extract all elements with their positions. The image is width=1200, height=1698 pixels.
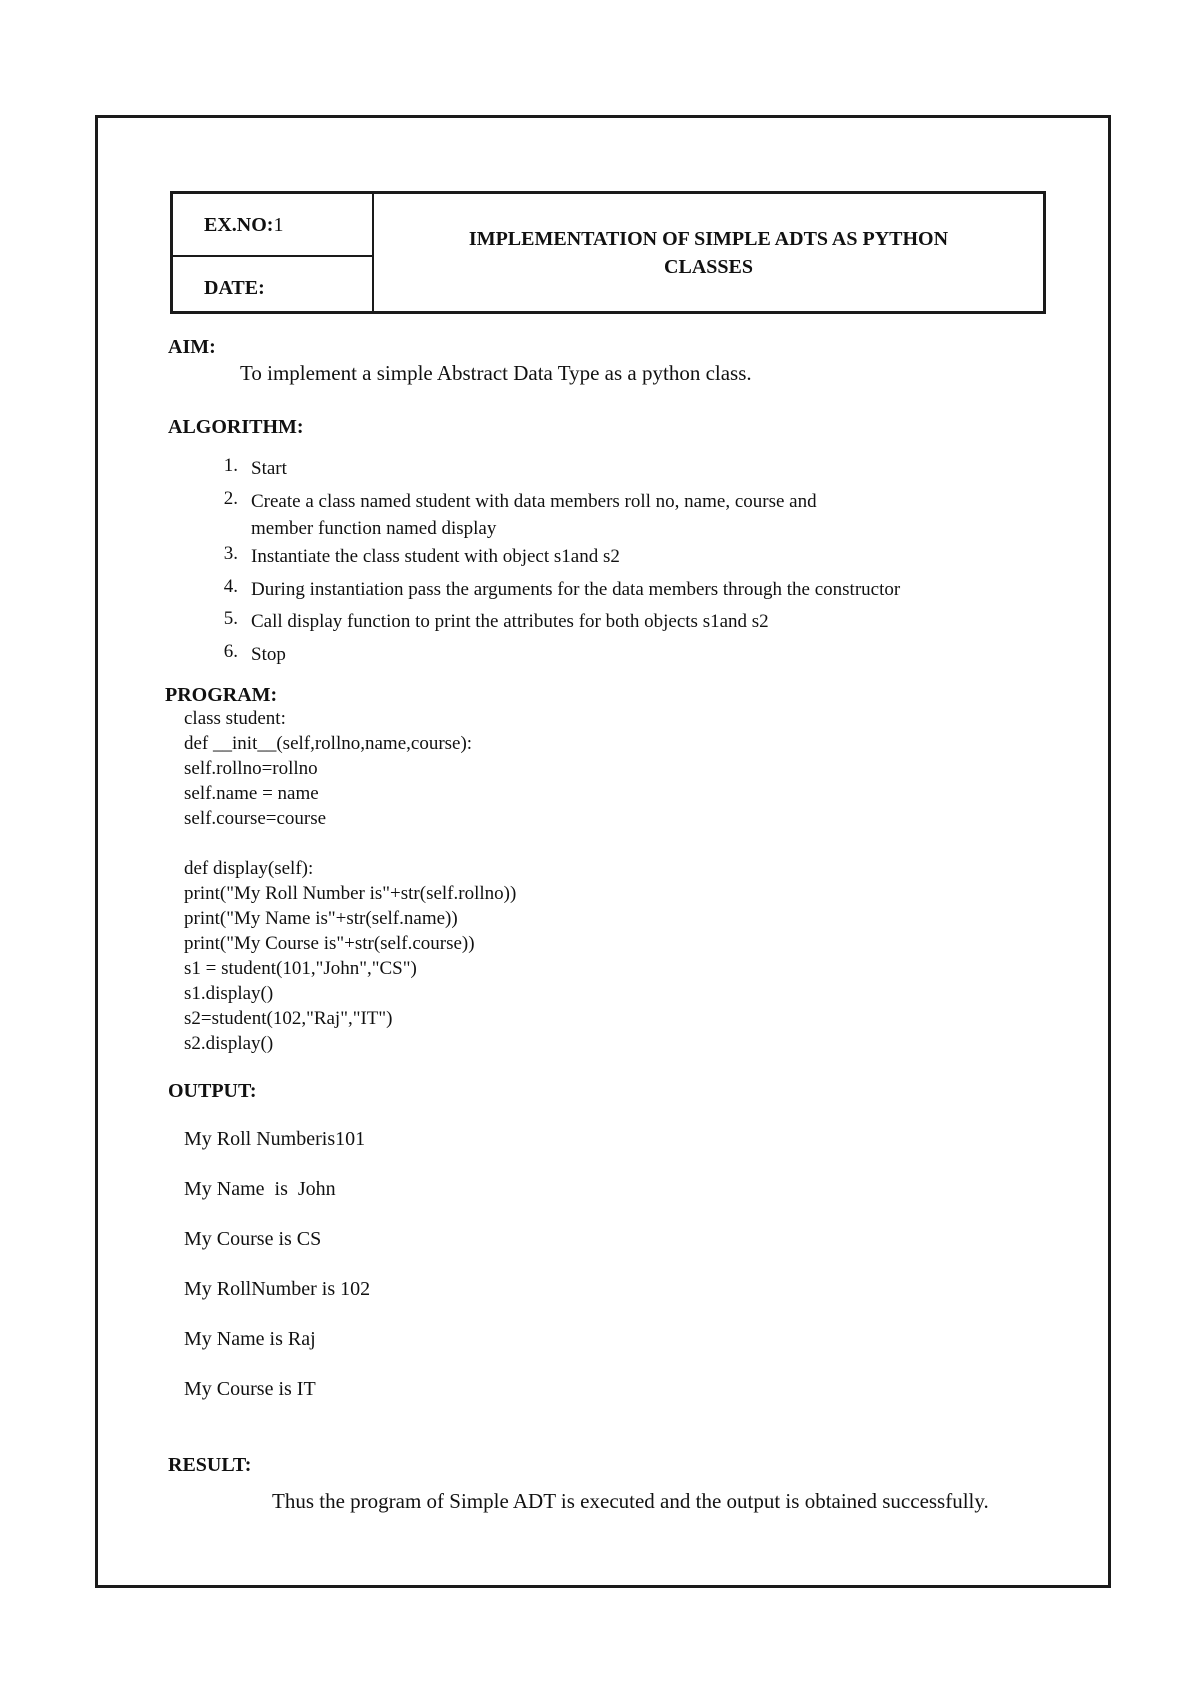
code-line: def __init__(self,rollno,name,course): xyxy=(184,733,473,754)
algorithm-heading: ALGORITHM: xyxy=(168,416,304,438)
code-line: print("My Course is"+str(self.course)) xyxy=(184,933,475,954)
output-heading: OUTPUT: xyxy=(168,1080,257,1102)
algorithm-list xyxy=(216,455,1016,685)
algorithm-step xyxy=(216,543,996,571)
aim-text: To implement a simple Abstract Data Type as a python class. xyxy=(240,361,752,385)
program-heading: PROGRAM: xyxy=(165,684,278,706)
algorithm-step xyxy=(216,488,996,544)
document-title-cell xyxy=(374,194,1043,311)
code-line: s2.display() xyxy=(184,1033,274,1054)
output-line: My Course is IT xyxy=(184,1378,316,1400)
algorithm-step-text: Instantiate the class student with object s1and s2 xyxy=(251,546,620,567)
algorithm-step xyxy=(216,641,996,669)
algorithm-step-number: 5. xyxy=(223,608,238,629)
code-line: s2=student(102,"Raj","IT") xyxy=(184,1008,393,1029)
code-line: print("My Roll Number is"+str(self.rollno)) xyxy=(184,883,517,904)
algorithm-step-text: During instantiation pass the arguments for the data members through the constructor xyxy=(251,579,901,600)
ex-no-cell xyxy=(173,194,372,257)
code-block xyxy=(184,708,884,1068)
algorithm-step-text: Stop xyxy=(251,644,286,665)
algorithm-step-text: Call display function to print the attributes for both objects s1and s2 xyxy=(251,611,769,632)
output-line: My Name is Raj xyxy=(184,1328,316,1350)
output-line: My Roll Numberis101 xyxy=(184,1128,366,1150)
algorithm-step xyxy=(216,576,996,604)
ex-no-label: EX.NO:1 xyxy=(204,214,284,236)
algorithm-step-text: Create a class named student with data members roll no, name, course and xyxy=(251,491,817,512)
output-line: My Name is John xyxy=(184,1178,336,1200)
date-cell xyxy=(173,257,372,314)
output-block xyxy=(184,1128,784,1408)
result-text: Thus the program of Simple ADT is executed and the output is obtained successfully. xyxy=(272,1489,989,1513)
algorithm-step-number: 2. xyxy=(223,488,238,509)
code-line: self.course=course xyxy=(184,808,327,829)
algorithm-step-text: Start xyxy=(251,458,287,479)
code-line: def display(self): xyxy=(184,858,314,879)
output-line: My RollNumber is 102 xyxy=(184,1278,371,1300)
algorithm-step-number: 3. xyxy=(223,543,238,564)
ex-no-value: 1 xyxy=(273,214,284,236)
output-line: My Course is CS xyxy=(184,1228,322,1250)
header-left-column xyxy=(173,194,374,311)
code-line: class student: xyxy=(184,708,286,729)
algorithm-step-number: 4. xyxy=(223,576,238,597)
code-line: self.name = name xyxy=(184,783,319,804)
algorithm-step-number: 6. xyxy=(223,641,238,662)
header-table xyxy=(170,191,1046,314)
code-line: print("My Name is"+str(self.name)) xyxy=(184,908,458,929)
algorithm-step xyxy=(216,455,996,483)
result-heading: RESULT: xyxy=(168,1454,252,1476)
date-label: DATE: xyxy=(204,277,265,299)
code-line: self.rollno=rollno xyxy=(184,758,318,779)
algorithm-step-text-continued: member function named display xyxy=(251,518,497,539)
document-title: IMPLEMENTATION OF SIMPLE ADTS AS PYTHON CLASSES xyxy=(468,227,949,278)
algorithm-step xyxy=(216,608,996,636)
algorithm-step-number: 1. xyxy=(223,455,238,476)
aim-heading: AIM: xyxy=(168,336,216,358)
code-line: s1.display() xyxy=(184,983,274,1004)
code-line: s1 = student(101,"John","CS") xyxy=(184,958,417,979)
